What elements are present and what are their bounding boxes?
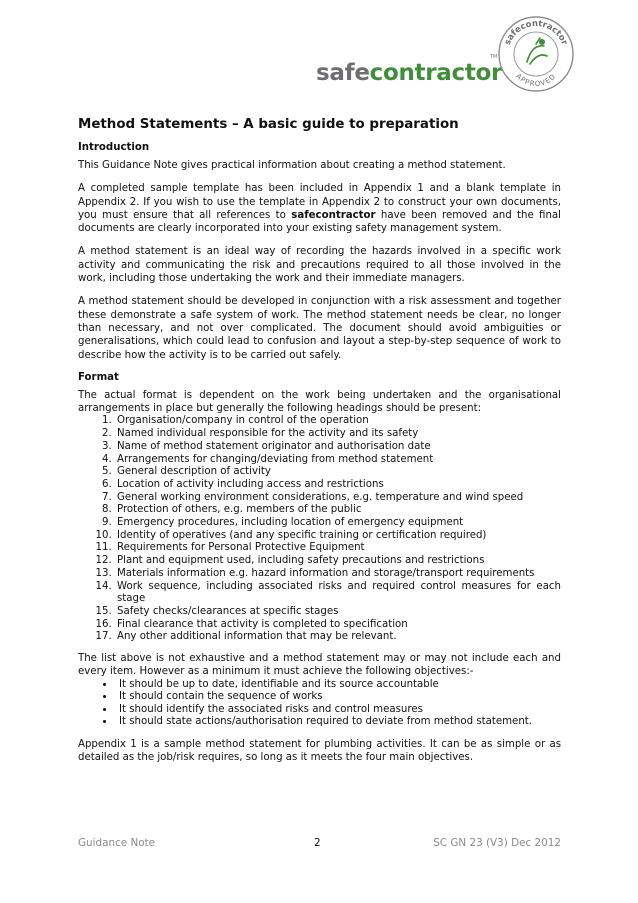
list-item: 7. General working environment considerations, e.g. temperature and wind speed xyxy=(115,492,561,505)
list-item: 16. Final clearance that activity is completed to specification xyxy=(115,619,561,632)
svg-text:APPROVED xyxy=(514,72,558,88)
list-item: 10. Identity of operatives (and any specific training or certification required) xyxy=(115,530,561,543)
intro-paragraph-2 xyxy=(78,182,561,235)
intro-paragraph-4: A method statement should be developed in conjunction with a risk assessment and together these demonstrate a safe system of work. The method statement needs be clear, no longer than necessary, and not over complicated. The document should avoid ambiguities or generalisations, which could lead to confusion and layout a step-by-step sequence of work to describe how the activity is to be carried out safely. xyxy=(78,296,561,361)
list-item: 12. Plant and equipment used, including safety precautions and restrictions xyxy=(115,555,561,568)
intro-paragraph-2-end: have been removed and the final documents are clearly incorporated into your existing safety management system. xyxy=(78,209,562,235)
list-item: 14. Work sequence, including associated risks and required control measures for each stage xyxy=(115,581,561,606)
list-note: The list above is not exhaustive and a method statement may or may not include each and every item. However as a minimum it must achieve the following objectives:- xyxy=(78,653,561,678)
closing-paragraph: Appendix 1 is a sample method statement for plumbing activities. It can be as simple or as detailed as the job/risk requires, so long as it meets the four main objectives. xyxy=(78,739,561,764)
document-body xyxy=(78,117,561,775)
list-item: 4. Arrangements for changing/deviating from method statement xyxy=(115,454,561,467)
page-title: Method Statements – A basic guide to preparation xyxy=(78,117,459,132)
seal-top-text: safecontractor xyxy=(502,18,570,47)
logo-wordmark xyxy=(316,60,502,86)
intro-paragraph-1: This Guidance Note gives practical information about creating a method statement. xyxy=(78,160,506,171)
list-item: 17. Any other additional information that may be relevant. xyxy=(115,631,561,644)
safecontractor-logo xyxy=(316,14,578,96)
format-intro: The actual format is dependent on the work being undertaken and the organisational arrangements in place but generally the following headings should be present: xyxy=(78,389,561,415)
brand-reference: safecontractor xyxy=(291,209,376,221)
list-item: 11. Requirements for Personal Protective Equipment xyxy=(115,542,561,555)
approved-seal-icon xyxy=(496,14,576,94)
logo-wordmark-suffix: contractor xyxy=(369,60,503,86)
format-heading: Format xyxy=(78,371,119,383)
list-item: • It should contain the sequence of works xyxy=(115,691,561,704)
list-item: • It should be up to date, identifiable and its source accountable xyxy=(115,679,561,692)
objectives-list xyxy=(78,679,561,729)
list-item: 9. Emergency procedures, including location of emergency equipment xyxy=(115,517,561,530)
footer-doc-type: Guidance Note xyxy=(78,837,156,849)
seal-emblem xyxy=(527,38,547,64)
list-item: 1. Organisation/company in control of the operation xyxy=(115,415,561,428)
footer-doc-reference: SC GN 23 (V3) Dec 2012 xyxy=(433,837,561,849)
list-item: 8. Protection of others, e.g. members of the public xyxy=(115,504,561,517)
introduction-heading: Introduction xyxy=(78,142,150,153)
seal-bottom-text: APPROVED xyxy=(514,72,558,89)
list-item: • It should identify the associated risks and control measures xyxy=(115,704,561,717)
logo-wordmark-prefix: safe xyxy=(316,60,370,86)
intro-paragraph-3: A method statement is an ideal way of recording the hazards involved in a specific work activity and communicating the risk and precautions required to all those involved in the work, including those undertaking the work and their immediate managers. xyxy=(78,246,561,285)
footer-page-number: 2 xyxy=(314,837,321,849)
intro-paragraph-2-start: A completed sample template has been included in Appendix 1 and a blank template in Appendix 2. If you wish to use the template in Appendix 2 to construct your own documents, you must ensure that all references to xyxy=(78,183,561,221)
list-item: 15. Safety checks/clearances at specific stages xyxy=(115,606,561,619)
list-item: 13. Materials information e.g. hazard information and storage/transport requirements xyxy=(115,568,561,581)
list-item: 3. Name of method statement originator and authorisation date xyxy=(115,441,561,454)
headings-list xyxy=(78,415,561,644)
logo-trademark: TM xyxy=(490,54,498,60)
list-item: 2. Named individual responsible for the activity and its safety xyxy=(115,428,561,441)
list-item: • It should state actions/authorisation required to deviate from method statement. xyxy=(115,716,561,729)
list-item: 6. Location of activity including access and restrictions xyxy=(115,479,561,492)
list-item: 5. General description of activity xyxy=(115,466,561,479)
